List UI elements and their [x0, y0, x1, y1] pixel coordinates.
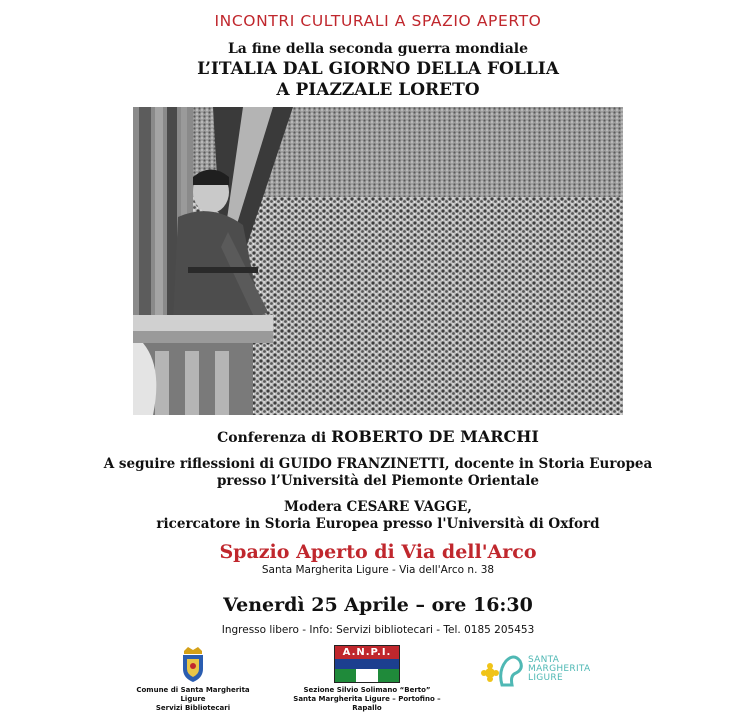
sml-word-2: MARGHERITA [528, 664, 591, 674]
anpi-text: A.N.P.I. [342, 647, 392, 658]
event-series: INCONTRI CULTURALI A SPAZIO APERTO [214, 12, 542, 30]
event-kicker: La fine della seconda guerra mondiale [227, 41, 529, 57]
sml-tourism-logo-icon [480, 651, 526, 689]
comune-coat-of-arms-icon [180, 645, 206, 683]
detail-line-1: A seguire riflessioni di GUIDO FRANZINETTI, docente in Storia Europea [103, 456, 653, 472]
detail-line-4: ricercatore in Storia Europea presso l'Università di Oxford [156, 516, 600, 532]
sml-word-1: SANTA [528, 655, 560, 665]
venue-address: Santa Margherita Ligure - Via dell'Arco n. 38 [261, 564, 495, 576]
anpi-emblem [334, 645, 400, 683]
event-date: Venerdì 25 Aprile – ore 16:30 [223, 594, 533, 616]
anpi-logo-block [282, 645, 452, 713]
speaker-line [0, 427, 756, 446]
comune-name: Comune di Santa Margherita Ligure [136, 686, 250, 703]
detail-line-2: presso l’Università del Piemonte Orientale [216, 473, 539, 489]
anpi-location: Santa Margherita Ligure – Portofino – Rapallo [293, 695, 441, 712]
detail-line-3: Modera CESARE VAGGE, [284, 499, 472, 515]
event-info: Ingresso libero - Info: Servizi bibliotecari - Tel. 0185 205453 [221, 624, 535, 636]
event-title-line-1: L’ITALIA DAL GIORNO DELLA FOLLIA [197, 59, 559, 79]
speaker-name: ROBERTO DE MARCHI [331, 427, 539, 446]
comune-logo-block [128, 645, 258, 713]
anpi-section: Sezione Silvio Solimano “Berto” [303, 686, 431, 694]
comune-dept: Servizi Bibliotecari [155, 704, 231, 712]
sml-wordmark [528, 656, 590, 683]
sml-word-3: LIGURE [528, 673, 563, 683]
sml-logo-block [478, 645, 598, 695]
event-title-line-2: A PIAZZALE LORETO [276, 80, 480, 100]
venue-name: Spazio Aperto di Via dell'Arco [219, 541, 537, 563]
historical-photo [133, 107, 623, 415]
speaker-prefix: Conferenza di [217, 430, 332, 446]
